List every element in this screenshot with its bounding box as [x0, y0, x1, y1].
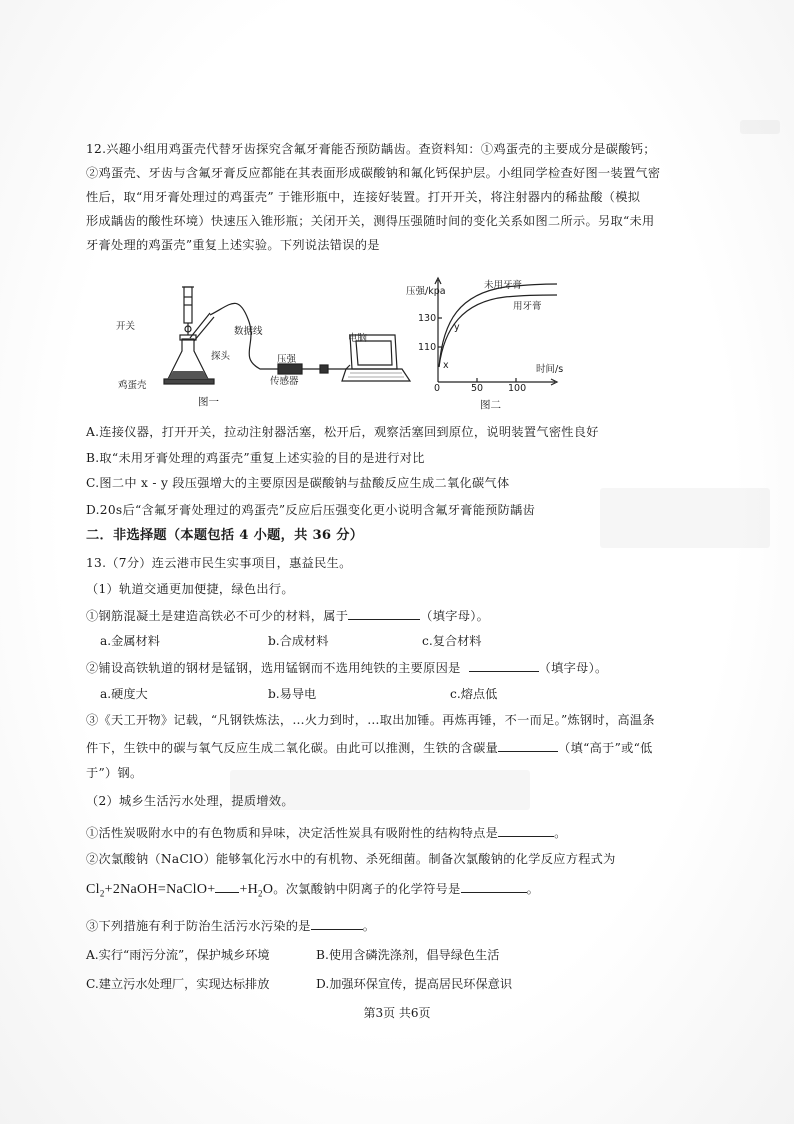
q13-t1-end: 。 [554, 826, 567, 840]
s1-option-a: a.金属材料 [100, 634, 160, 648]
answer-blank-2[interactable] [469, 659, 539, 672]
label-eggshell: 鸡蛋壳 [118, 380, 147, 391]
figure-1-caption: 图一 [198, 396, 219, 408]
q13-equation-line [86, 880, 539, 901]
answer-blank-3[interactable] [498, 739, 558, 752]
q13-t3-end: 。 [362, 919, 376, 933]
answer-blank-6[interactable] [461, 880, 527, 893]
s1-option-b: b.合成材料 [268, 634, 329, 648]
t3-option-d: D.加强环保宣传，提高居民环保意识 [316, 977, 513, 991]
graph-point-x: x [443, 360, 449, 371]
q13-sub-3-line-3: 于”）钢。 [86, 766, 143, 780]
q13-sub-3-text: 件下，生铁中的碳与氧气反应生成二氧化碳。由此可以推测，生铁的含碳量 [86, 741, 499, 755]
label-data-cable: 数据线 [234, 326, 263, 337]
q13-intro: 13.（7分）连云港市民生实事项目，惠益民生。 [86, 556, 352, 570]
q13-part-2: （2）城乡生活污水处理，提质增效。 [86, 794, 294, 808]
label-sensor: 传感器 [270, 376, 299, 387]
t3-option-c: C.建立污水处理厂，实现达标排放 [86, 977, 270, 991]
s2-option-b: b.易导电 [268, 687, 317, 701]
q13-sub-1 [86, 607, 489, 624]
q13-sub-3-line-2 [86, 739, 653, 756]
figure-2-caption: 图二 [480, 399, 501, 411]
eq-sub-2b: 2 [258, 888, 263, 899]
graph-xtick-50: 50 [471, 383, 484, 394]
q13-sub-2-text: ②铺设高铁轨道的钢材是锰钢，选用锰钢而不选用纯铁的主要原因是 [86, 661, 461, 675]
q13-t1-text: ①活性炭吸附水中的有色物质和异味，决定活性炭具有吸附性的结构特点是 [86, 826, 499, 840]
eq-tail: 。次氯酸钠中阴离子的化学符号是 [273, 882, 461, 896]
graph-ytick-130: 130 [418, 313, 437, 324]
eq-mid: +2NaOH=NaClO+ [104, 882, 216, 897]
graph-y-label: 压强/kpa [406, 286, 446, 297]
q12-line-4: 形成龋齿的酸性环境）快速压入锥形瓶；关闭开关，测得压强随时间的变化关系如图二所示。另取“未用 [86, 214, 655, 228]
graph-point-y: y [454, 322, 460, 333]
q13-sub-1-end: （填字母）。 [420, 609, 490, 623]
q13-sub-3-line-1: ③《天工开物》记载，“凡钢铁炼法，…火力到时，…取出加锤。再炼再锤，不一而足。”炼钢时，高温条 [86, 713, 655, 727]
s1-option-c: c.复合材料 [422, 634, 482, 648]
eq-cl: Cl [86, 882, 100, 897]
q13-sub-2-end: （填字母）。 [538, 661, 608, 675]
q12-line-5: 牙膏处理的鸡蛋壳”重复上述实验。下列说法错误的是 [86, 238, 380, 252]
answer-blank-5[interactable] [215, 880, 239, 893]
answer-blank-1[interactable] [348, 607, 420, 620]
eq-sub-2: 2 [99, 888, 105, 899]
eq-plus-h: +H [239, 882, 259, 897]
q13-part-1: （1）轨道交通更加便捷，绿色出行。 [86, 582, 294, 596]
graph-x-label: 时间/s [536, 364, 564, 375]
q12-option-b: B.取“未用牙膏处理的鸡蛋壳”重复上述实验的目的是进行对比 [86, 451, 425, 465]
q12-option-d: D.20s后“含氟牙膏处理过的鸡蛋壳”反应后压强变化更小说明含氟牙膏能预防龋齿 [86, 503, 536, 517]
q13-t2: ②次氯酸钠（NaClO）能够氧化污水中的有机物、杀死细菌。制备次氯酸钠的化学反应方程式为 [86, 852, 616, 866]
q12-line-1: 12.兴趣小组用鸡蛋壳代替牙齿探究含氟牙膏能否预防龋齿。查资料知：①鸡蛋壳的主要成分是碳酸钙； [86, 142, 656, 156]
s2-option-c: c.熔点低 [450, 687, 498, 701]
graph-xtick-100: 100 [508, 383, 527, 394]
label-computer: 电脑 [348, 333, 368, 344]
q13-t3 [86, 917, 375, 934]
s2-option-a: a.硬度大 [100, 687, 148, 701]
t3-option-a: A.实行“雨污分流”，保护城乡环境 [86, 948, 270, 962]
section-2-title: 二．非选择题（本题包括 4 小题，共 36 分） [86, 528, 364, 543]
q13-t3-text: ③下列措施有利于防治生活污水污染的是 [86, 919, 311, 933]
label-probe: 探头 [211, 351, 231, 362]
label-switch: 开关 [116, 321, 136, 332]
q13-sub-2 [86, 659, 607, 676]
figure-1-apparatus [110, 283, 415, 403]
q13-sub-1-text: ①钢筋混凝土是建造高铁必不可少的材料，属于 [86, 609, 349, 623]
label-pressure: 压强 [277, 354, 297, 365]
graph-legend-untreated: 未用牙膏 [484, 280, 523, 291]
q12-line-3: 性后，取“用牙膏处理过的鸡蛋壳” 于锥形瓶中，连接好装置。打开开关，将注射器内的稀盐酸（模拟 [86, 190, 641, 204]
q12-line-2: ②鸡蛋壳、牙齿与含氟牙膏反应都能在其表面形成碳酸钠和氟化钙保护层。小组同学检查好图一装置气密 [86, 166, 661, 180]
q13-t1 [86, 824, 567, 841]
answer-blank-7[interactable] [311, 917, 363, 930]
q13-sub-3-end: （填“高于”或“低 [558, 741, 653, 755]
graph-legend-treated: 用牙膏 [513, 301, 542, 312]
answer-blank-4[interactable] [498, 824, 554, 837]
page-footer: 第3页 共6页 [363, 1006, 431, 1020]
q12-option-a: A.连接仪器，打开开关，拉动注射器活塞，松开后，观察活塞回到原位，说明装置气密性良好 [86, 425, 599, 439]
eq-o: O [262, 882, 274, 897]
graph-xtick-0: 0 [434, 383, 441, 394]
q12-option-c: C.图二中 x - y 段压强增大的主要原因是碳酸钠与盐酸反应生成二氧化碳气体 [86, 476, 510, 490]
eq-end: 。 [526, 882, 540, 896]
t3-option-b: B.使用含磷洗涤剂，倡导绿色生活 [316, 948, 500, 962]
graph-ytick-110: 110 [418, 342, 437, 353]
